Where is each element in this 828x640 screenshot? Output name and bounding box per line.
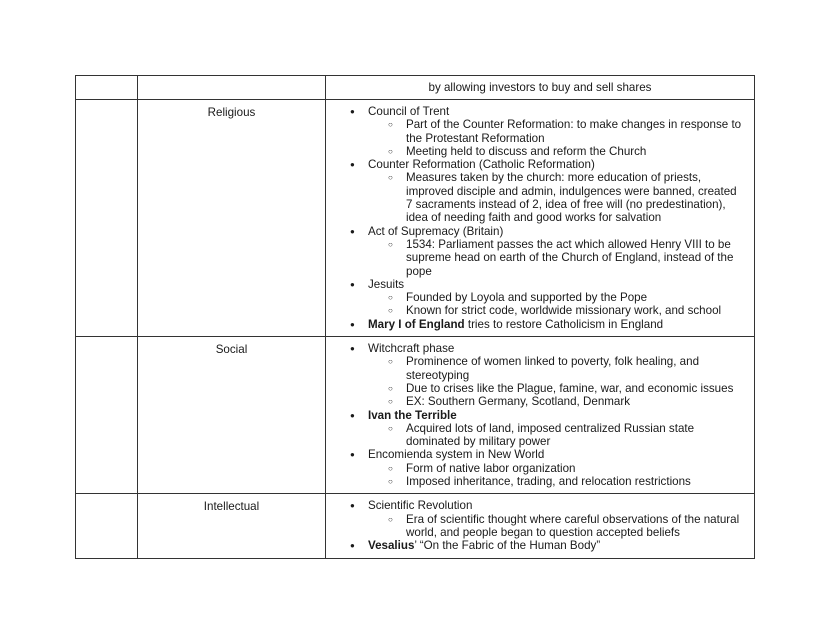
cell-empty-2 <box>138 76 326 100</box>
bullet-list <box>330 105 746 331</box>
sub-list <box>368 513 746 540</box>
bullet-text: Act of Supremacy (Britain) <box>368 224 504 238</box>
bullet-text: Council of Trent <box>368 105 450 118</box>
cell-empty <box>76 337 138 494</box>
content-social <box>326 337 755 494</box>
list-item <box>330 342 746 408</box>
sub-list <box>368 238 746 278</box>
sub-list <box>368 462 746 489</box>
bullet-text: ’ “On the Fabric of the Human Body” <box>414 539 601 553</box>
bullet-text: Jesuits <box>368 277 405 291</box>
bullet-text: Scientific Revolution <box>368 499 473 513</box>
table-row-intellectual <box>76 494 755 558</box>
sub-list-item: ○ Acquired lots of land, imposed centralized Russian state dominated by military power <box>368 422 746 449</box>
sub-list-item: ○ Imposed inheritance, trading, and relocation restrictions <box>368 475 746 488</box>
bullet-text: Counter Reformation (Catholic Reformation) <box>368 158 595 172</box>
table-row-social <box>76 337 755 494</box>
sub-list-item: ○ Founded by Loyola and supported by the Pope <box>368 291 746 304</box>
sub-list <box>368 118 746 158</box>
category-social: Social <box>138 337 326 494</box>
table-row-religious <box>76 100 755 337</box>
sub-list-item: ○ Measures taken by the church: more education of priests, improved disciple and admin, indulgences were banned, created 7 sacraments instead of 2, idea of free will (no predestination), idea of needing faith and good works for salvation <box>368 171 746 224</box>
list-item <box>330 105 746 158</box>
notes-table <box>75 75 755 559</box>
sub-list-item: ○ Meeting held to discuss and reform the Church <box>368 145 746 158</box>
sub-list-item: ○ Known for strict code, worldwide missionary work, and school <box>368 304 746 317</box>
list-item <box>330 448 746 488</box>
sub-list-item: ○ Form of native labor organization <box>368 462 746 475</box>
bullet-text: tries to restore Catholicism in England <box>464 317 664 331</box>
list-item <box>330 225 746 278</box>
cell-empty <box>76 494 138 558</box>
sub-list-item: ○ EX: Southern Germany, Scotland, Denmark <box>368 395 746 408</box>
cell-empty-1 <box>76 76 138 100</box>
category-intellectual: Intellectual <box>138 494 326 558</box>
content-intellectual <box>326 494 755 558</box>
list-item <box>330 158 746 224</box>
cell-empty <box>76 100 138 337</box>
bullet-text: Witchcraft phase <box>368 342 455 356</box>
sub-list <box>368 355 746 408</box>
sub-list <box>368 422 746 449</box>
sub-list-item: ○ Era of scientific thought where careful observations of the natural world, and people began to question accepted beliefs <box>368 513 746 540</box>
bullet-list <box>330 342 746 488</box>
sub-list-item: ○ 1534: Parliament passes the act which allowed Henry VIII to be supreme head on earth of the Church of England, instead of the pope <box>368 238 746 278</box>
list-item <box>330 318 746 331</box>
bullet-list <box>330 499 746 552</box>
sub-list <box>368 171 746 224</box>
bold-term: Vesalius <box>368 539 415 553</box>
sub-list-item: ○ Due to crises like the Plague, famine, war, and economic issues <box>368 382 746 395</box>
list-item <box>330 499 746 539</box>
bold-term: Ivan the Terrible <box>368 408 457 422</box>
list-item <box>330 409 746 449</box>
table-row-continued <box>76 76 755 100</box>
list-item <box>330 278 746 318</box>
category-religious: Religious <box>138 100 326 337</box>
continued-text: by allowing investors to buy and sell shares <box>326 76 755 100</box>
content-religious <box>326 100 755 337</box>
sub-list-item: ○ Part of the Counter Reformation: to make changes in response to the Protestant Reformation <box>368 118 746 145</box>
sub-list <box>368 291 746 318</box>
bullet-text: Encomienda system in New World <box>368 448 545 462</box>
bold-term: Mary I of England <box>368 317 465 331</box>
sub-list-item: ○ Prominence of women linked to poverty, folk healing, and stereotyping <box>368 355 746 382</box>
list-item <box>330 539 746 552</box>
